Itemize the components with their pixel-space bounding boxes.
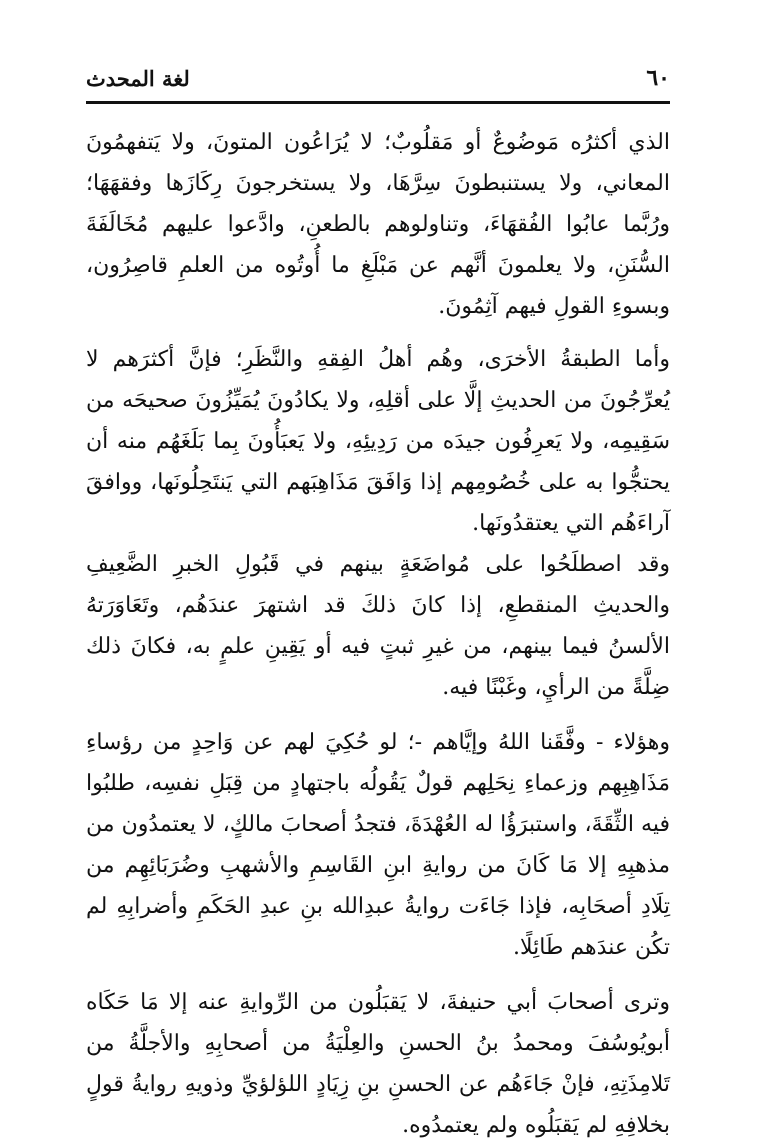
header-divider xyxy=(86,101,670,104)
page-number: ٦٠ xyxy=(646,65,670,91)
page-header xyxy=(86,58,670,98)
paragraph: وهؤلاء - وفَّقَنا اللهُ وإيَّاهم -؛ لو حُكِيَ لهم عن وَاحِدٍ من رؤساءِ مَذَاهِبِهم وزعماءِ نِحَلِهم قولٌ يَقُولُه باجتهادٍ من قِبَلِ نفسِه، طلبُوا فيه الثِّقَةَ، واستبرَؤُا له العُهْدَةَ، فتجدُ أصحابَ مالكٍ، لا يعتمدُون من مذهبِهِ إلا مَا كَانَ من روايةِ ابنِ القَاسِمِ والأشهبِ وضُرَبَائِهِم من تِلَادِ أصحَابِه، فإذا جَاءَت روايةُ عبدِالله بنِ عبدِ الحَكَمِ وأضرابِهِ لم تكُن عندَهم طَائِلًا. xyxy=(86,730,670,960)
body-text xyxy=(86,120,670,1146)
paragraph: الذي أكثرُه مَوضُوعٌ أو مَقلُوبٌ؛ لا يُرَاعُون المتونَ، ولا يَتفهمُونَ المعاني، ولا يستنبطونَ سِرَّهَا، ولا يستخرجونَ رِكَازَها وفقهَهَا؛ ورُبَّما عابُوا الفُقهَاءَ، وتناولوهم بالطعنِ، وادَّعوا عليهم مُخَالَفَةَ السُّنَنِ، ولا يعلمونَ أنَّهم عن مَبْلَغِ ما أُوتُوه من العلمِ قاصِرُون، وبسوءِ القولِ فيهم آثِمُونَ. xyxy=(86,130,670,319)
paragraph: وترى أصحابَ أبي حنيفةَ، لا يَقبَلُون من الرِّوايةِ عنه إلا مَا حَكَاه أبويُوسُفَ ومحمدُ بنُ الحسنِ والعِلْيَةُ من أصحابِهِ والأجلَّةُ من تَلامِذَتِهِ، فإنْ جَاءَهُم عن الحسنِ بنِ زِيَادٍ اللؤلؤيِّ وذويهِ روايةُ قولٍ بخلافِهِ لم يَقبَلُوه ولم يعتمدُوه. xyxy=(86,990,670,1138)
running-title: لغة المحدث xyxy=(86,65,190,91)
paragraph: وقد اصطلَحُوا على مُواضَعَةٍ بينهم في قَبُولِ الخبرِ الضَّعِيفِ والحديثِ المنقطعِ، إذا كانَ ذلكَ قد اشتهرَ عندَهُم، وتَعَاوَرَتهُ الألسنُ فيما بينهم، من غيرِ ثبتٍ فيه أو يَقِينِ علمٍ به، فكانَ ذلك ضِلَّةً من الرأيِ، وغَبْنًا فيه. xyxy=(86,552,670,700)
paragraph: وأما الطبقةُ الأخرَى، وهُم أهلُ الفِقهِ والنَّظَرِ؛ فإنَّ أكثرَهم لا يُعرِّجُونَ من الحديثِ إلَّا على أقلِهِ، ولا يكادُونَ يُمَيِّزُونَ صحيحَه من سَقِيمِه، ولا يَعرِفُون جيدَه من رَدِيئِهِ، ولا يَعبَأُونَ بِما بَلَغَهُم منه أن يحتجُّوا به على خُصُومِهم إذا وَافَقَ مَذَاهِبَهم التي يَنتَحِلُونَها، ووافقَ آراءَهُم التي يعتقدُونَها. xyxy=(86,347,670,536)
